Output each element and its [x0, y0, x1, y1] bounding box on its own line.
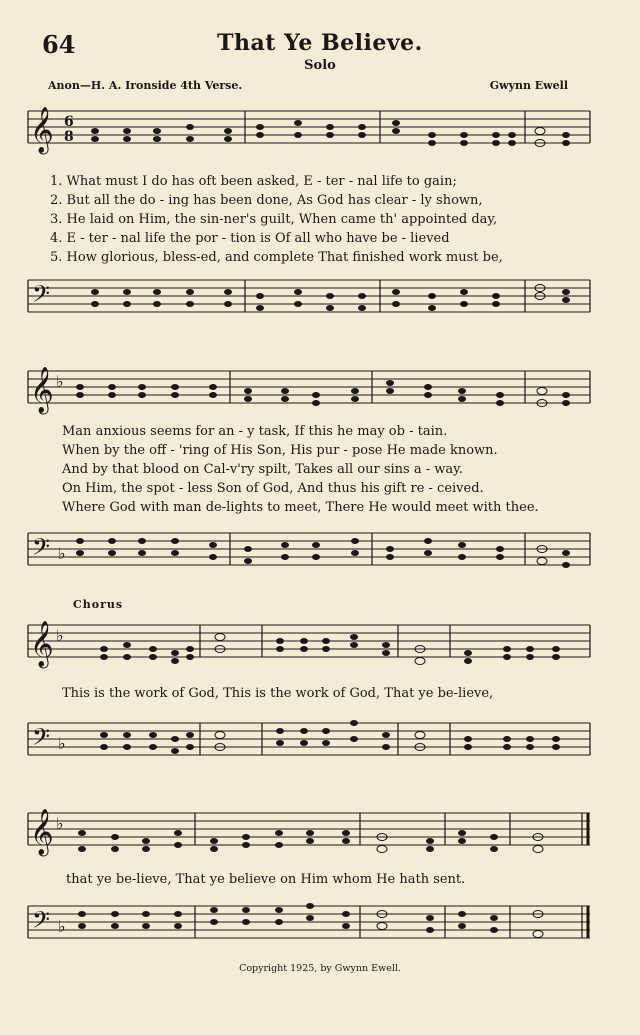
bass-clef-icon: 𝄢: [32, 533, 51, 566]
system-2-bass-staff: [0, 525, 640, 585]
chorus-line-2: that ye be-lieve, That ye believe on Him whom He hath sent.: [66, 872, 466, 887]
system-2-treble-staff: [0, 363, 640, 423]
chorus-label: Chorus: [73, 598, 124, 611]
verse-5-line-1: 5. How glorious, bless-ed, and complete That finished work must be,: [50, 250, 503, 265]
performance-note: Solo: [304, 58, 336, 73]
time-signature: 6: [64, 114, 74, 130]
author-credit: Anon—H. A. Ironside 4th Verse.: [48, 79, 243, 92]
treble-clef-icon: 𝄞: [30, 107, 54, 153]
hymn-title: That Ye Believe.: [217, 30, 423, 56]
treble-clef-icon: 𝄞: [30, 367, 54, 413]
copyright-notice: Copyright 1925, by Gwynn Ewell.: [239, 963, 401, 974]
system-4-bass-staff: [0, 898, 640, 958]
staff-lines: [28, 111, 590, 143]
flat-key-signature-icon: ♭: [58, 734, 66, 753]
treble-clef-icon: 𝄞: [30, 809, 54, 855]
verse-4-line-1: 4. E - ter - nal life the por - tion is Of all who have be - lieved: [50, 231, 450, 246]
system-1-treble-staff: [0, 103, 640, 163]
verse-1-line-2: Man anxious seems for an - y task, If this he may ob - tain.: [62, 424, 448, 439]
system-1-bass-staff: [0, 272, 640, 332]
verse-2-line-1: 2. But all the do - ing has been done, As God has clear - ly shown,: [50, 193, 483, 208]
bass-clef-icon: 𝄢: [32, 906, 51, 939]
svg-text:8: 8: [64, 129, 74, 145]
verse-2-line-2: When by the off - 'ring of His Son, His pur - pose He made known.: [62, 443, 498, 458]
system-3-bass-staff: [0, 715, 640, 775]
flat-key-signature-icon: ♭: [56, 372, 64, 391]
hymn-number: 64: [42, 30, 76, 59]
flat-key-signature-icon: ♭: [56, 626, 64, 645]
system-3-treble-staff: [0, 617, 640, 677]
treble-clef-icon: 𝄞: [30, 621, 54, 667]
flat-key-signature-icon: ♭: [56, 814, 64, 833]
verse-5-line-2: Where God with man de-lights to meet, There He would meet with thee.: [62, 500, 539, 515]
system-4-treble-staff: [0, 805, 640, 865]
verse-4-line-2: On Him, the spot - less Son of God, And thus his gift re - ceived.: [62, 481, 484, 496]
flat-key-signature-icon: ♭: [58, 544, 66, 563]
verse-3-line-2: And by that blood on Cal-v'ry spilt, Takes all our sins a - way.: [62, 462, 463, 477]
chorus-line-1: This is the work of God, This is the work of God, That ye be-lieve,: [62, 686, 494, 701]
composer-credit: Gwynn Ewell: [489, 79, 568, 92]
verse-3-line-1: 3. He laid on Him, the sin-ner's guilt, When came th' appointed day,: [50, 212, 498, 227]
verse-1-line-1: 1. What must I do has oft been asked, E - ter - nal life to gain;: [50, 174, 457, 189]
bass-clef-icon: 𝄢: [32, 723, 51, 756]
bass-clef-icon: 𝄢: [32, 280, 51, 313]
flat-key-signature-icon: ♭: [58, 917, 66, 936]
